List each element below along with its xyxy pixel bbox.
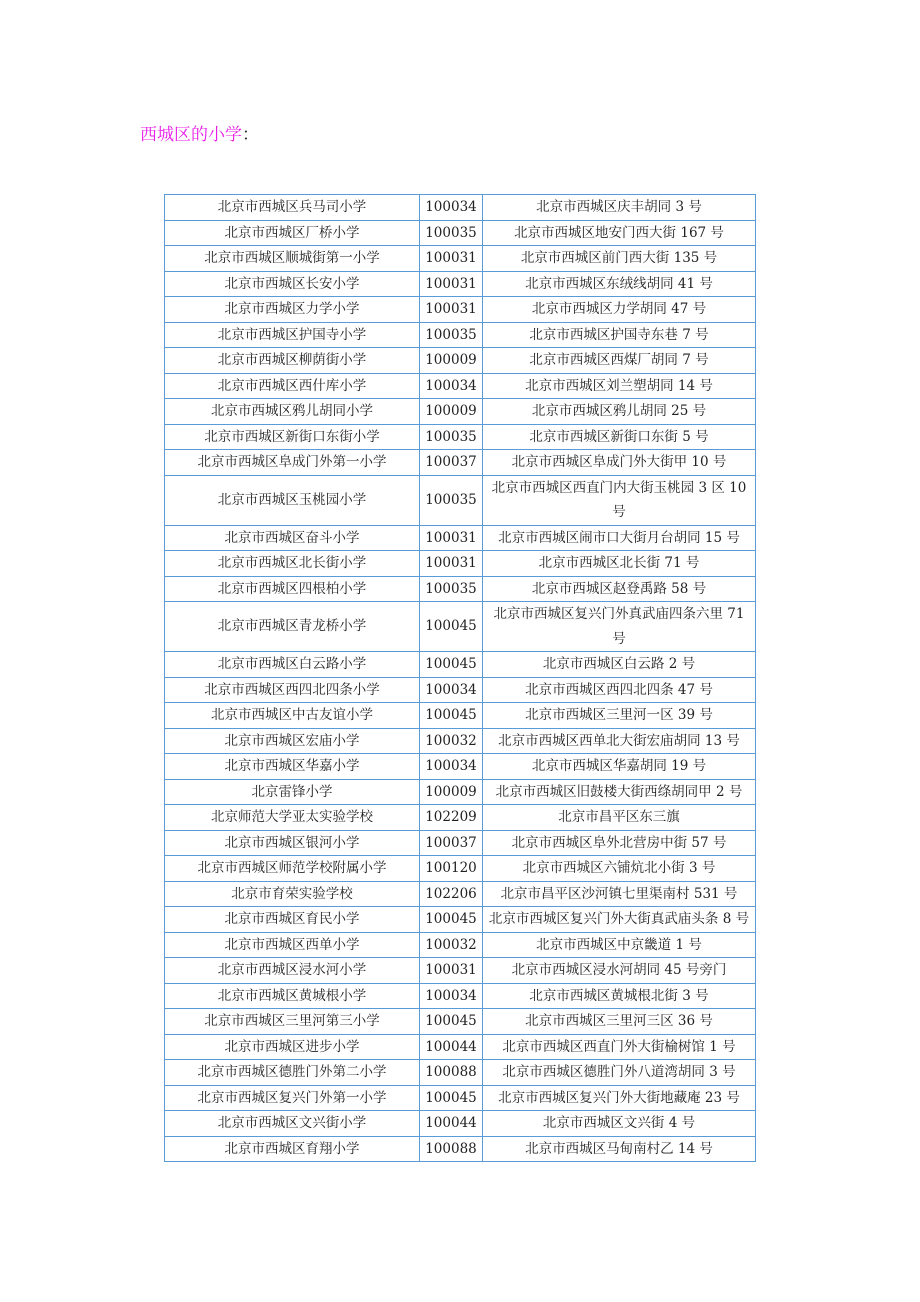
address-cell: 北京市西城区阜外北营房中街 57 号 xyxy=(483,830,756,856)
school-name-cell: 北京市西城区北长街小学 xyxy=(165,551,420,577)
table-row xyxy=(165,297,756,323)
table-row xyxy=(165,677,756,703)
school-name-cell: 北京市西城区鸦儿胡同小学 xyxy=(165,399,420,425)
postal-code-cell: 102209 xyxy=(420,805,483,831)
heading-text: 西城区的小学 xyxy=(140,125,242,145)
table-row xyxy=(165,424,756,450)
table-row xyxy=(165,475,756,525)
postal-code-cell: 100035 xyxy=(420,322,483,348)
school-name-cell: 北京师范大学亚太实验学校 xyxy=(165,805,420,831)
table-row xyxy=(165,754,756,780)
section-heading xyxy=(140,120,259,145)
postal-code-cell: 100034 xyxy=(420,754,483,780)
table-row xyxy=(165,348,756,374)
school-name-cell: 北京市西城区黄城根小学 xyxy=(165,983,420,1009)
address-cell: 北京市西城区复兴门外大街地藏庵 23 号 xyxy=(483,1085,756,1111)
postal-code-cell: 100031 xyxy=(420,958,483,984)
school-name-cell: 北京市西城区护国寺小学 xyxy=(165,322,420,348)
school-name-cell: 北京市西城区奋斗小学 xyxy=(165,525,420,551)
school-name-cell: 北京市西城区华嘉小学 xyxy=(165,754,420,780)
school-name-cell: 北京市西城区厂桥小学 xyxy=(165,220,420,246)
table-row xyxy=(165,805,756,831)
address-cell: 北京市西城区庆丰胡同 3 号 xyxy=(483,195,756,221)
address-cell: 北京市西城区西直门外大街榆树馆 1 号 xyxy=(483,1034,756,1060)
school-name-cell: 北京市西城区银河小学 xyxy=(165,830,420,856)
school-name-cell: 北京市西城区德胜门外第二小学 xyxy=(165,1060,420,1086)
table-row xyxy=(165,728,756,754)
address-cell: 北京市西城区力学胡同 47 号 xyxy=(483,297,756,323)
school-name-cell: 北京市西城区阜成门外第一小学 xyxy=(165,450,420,476)
postal-code-cell: 100044 xyxy=(420,1111,483,1137)
address-cell: 北京市西城区六铺炕北小街 3 号 xyxy=(483,856,756,882)
address-cell: 北京市西城区旧鼓楼大街西绦胡同甲 2 号 xyxy=(483,779,756,805)
address-cell: 北京市西城区北长街 71 号 xyxy=(483,551,756,577)
address-cell: 北京市西城区西单北大街宏庙胡同 13 号 xyxy=(483,728,756,754)
school-name-cell: 北京市西城区文兴街小学 xyxy=(165,1111,420,1137)
table-row xyxy=(165,1060,756,1086)
address-cell: 北京市西城区西直门内大街玉桃园 3 区 10 号 xyxy=(483,475,756,525)
address-cell: 北京市西城区阜成门外大街甲 10 号 xyxy=(483,450,756,476)
table-row xyxy=(165,246,756,272)
school-name-cell: 北京市西城区四根柏小学 xyxy=(165,576,420,602)
address-cell: 北京市西城区鸦儿胡同 25 号 xyxy=(483,399,756,425)
table-row xyxy=(165,1111,756,1137)
table-row xyxy=(165,1034,756,1060)
table-row xyxy=(165,399,756,425)
table-row xyxy=(165,551,756,577)
school-name-cell: 北京市西城区青龙桥小学 xyxy=(165,602,420,652)
school-name-cell: 北京市西城区复兴门外第一小学 xyxy=(165,1085,420,1111)
address-cell: 北京市西城区西四北四条 47 号 xyxy=(483,677,756,703)
school-name-cell: 北京市西城区力学小学 xyxy=(165,297,420,323)
table-row xyxy=(165,779,756,805)
school-name-cell: 北京市西城区浸水河小学 xyxy=(165,958,420,984)
postal-code-cell: 100031 xyxy=(420,525,483,551)
postal-code-cell: 100009 xyxy=(420,399,483,425)
address-cell: 北京市西城区中京畿道 1 号 xyxy=(483,932,756,958)
postal-code-cell: 100034 xyxy=(420,195,483,221)
table-row xyxy=(165,1085,756,1111)
school-name-cell: 北京市西城区三里河第三小学 xyxy=(165,1009,420,1035)
table-row xyxy=(165,602,756,652)
postal-code-cell: 100031 xyxy=(420,271,483,297)
table-row xyxy=(165,1136,756,1162)
address-cell: 北京市西城区华嘉胡同 19 号 xyxy=(483,754,756,780)
school-name-cell: 北京市西城区宏庙小学 xyxy=(165,728,420,754)
address-cell: 北京市西城区前门西大街 135 号 xyxy=(483,246,756,272)
postal-code-cell: 100044 xyxy=(420,1034,483,1060)
table-row xyxy=(165,830,756,856)
table-row xyxy=(165,958,756,984)
school-name-cell: 北京市西城区玉桃园小学 xyxy=(165,475,420,525)
school-name-cell: 北京市西城区西四北四条小学 xyxy=(165,677,420,703)
postal-code-cell: 100045 xyxy=(420,1009,483,1035)
school-name-cell: 北京市西城区育翔小学 xyxy=(165,1136,420,1162)
table-row xyxy=(165,576,756,602)
table-row xyxy=(165,703,756,729)
school-name-cell: 北京市西城区长安小学 xyxy=(165,271,420,297)
postal-code-cell: 100009 xyxy=(420,779,483,805)
table-row xyxy=(165,881,756,907)
postal-code-cell: 100035 xyxy=(420,576,483,602)
address-cell: 北京市西城区黄城根北街 3 号 xyxy=(483,983,756,1009)
table-row xyxy=(165,1009,756,1035)
address-cell: 北京市西城区闹市口大街月台胡同 15 号 xyxy=(483,525,756,551)
postal-code-cell: 100045 xyxy=(420,1085,483,1111)
postal-code-cell: 100037 xyxy=(420,830,483,856)
table-row xyxy=(165,322,756,348)
postal-code-cell: 100009 xyxy=(420,348,483,374)
postal-code-cell: 102206 xyxy=(420,881,483,907)
postal-code-cell: 100031 xyxy=(420,246,483,272)
school-name-cell: 北京市西城区兵马司小学 xyxy=(165,195,420,221)
postal-code-cell: 100045 xyxy=(420,602,483,652)
table-row xyxy=(165,271,756,297)
school-name-cell: 北京市西城区西单小学 xyxy=(165,932,420,958)
postal-code-cell: 100088 xyxy=(420,1060,483,1086)
postal-code-cell: 100035 xyxy=(420,424,483,450)
table-row xyxy=(165,525,756,551)
address-cell: 北京市西城区德胜门外八道湾胡同 3 号 xyxy=(483,1060,756,1086)
postal-code-cell: 100037 xyxy=(420,450,483,476)
heading-colon: ： xyxy=(242,125,259,145)
postal-code-cell: 100031 xyxy=(420,297,483,323)
school-name-cell: 北京市育荣实验学校 xyxy=(165,881,420,907)
address-cell: 北京市西城区护国寺东巷 7 号 xyxy=(483,322,756,348)
postal-code-cell: 100034 xyxy=(420,677,483,703)
postal-code-cell: 100120 xyxy=(420,856,483,882)
postal-code-cell: 100031 xyxy=(420,551,483,577)
table-row xyxy=(165,983,756,1009)
address-cell: 北京市西城区赵登禹路 58 号 xyxy=(483,576,756,602)
postal-code-cell: 100045 xyxy=(420,652,483,678)
address-cell: 北京市西城区复兴门外大街真武庙头条 8 号 xyxy=(483,907,756,933)
school-name-cell: 北京市西城区师范学校附属小学 xyxy=(165,856,420,882)
postal-code-cell: 100032 xyxy=(420,728,483,754)
school-name-cell: 北京市西城区新街口东街小学 xyxy=(165,424,420,450)
school-name-cell: 北京市西城区白云路小学 xyxy=(165,652,420,678)
address-cell: 北京市西城区新街口东街 5 号 xyxy=(483,424,756,450)
table-row xyxy=(165,907,756,933)
table-row xyxy=(165,373,756,399)
postal-code-cell: 100045 xyxy=(420,703,483,729)
address-cell: 北京市西城区浸水河胡同 45 号旁门 xyxy=(483,958,756,984)
table-row xyxy=(165,932,756,958)
school-name-cell: 北京市西城区中古友谊小学 xyxy=(165,703,420,729)
school-name-cell: 北京市西城区柳荫街小学 xyxy=(165,348,420,374)
postal-code-cell: 100045 xyxy=(420,907,483,933)
postal-code-cell: 100034 xyxy=(420,983,483,1009)
address-cell: 北京市西城区文兴街 4 号 xyxy=(483,1111,756,1137)
school-name-cell: 北京市西城区顺城街第一小学 xyxy=(165,246,420,272)
table-row xyxy=(165,195,756,221)
address-cell: 北京市西城区三里河一区 39 号 xyxy=(483,703,756,729)
school-name-cell: 北京市西城区西什库小学 xyxy=(165,373,420,399)
address-cell: 北京市西城区地安门西大街 167 号 xyxy=(483,220,756,246)
address-cell: 北京市昌平区东三旗 xyxy=(483,805,756,831)
postal-code-cell: 100035 xyxy=(420,220,483,246)
address-cell: 北京市西城区马甸南村乙 14 号 xyxy=(483,1136,756,1162)
address-cell: 北京市西城区西煤厂胡同 7 号 xyxy=(483,348,756,374)
school-table xyxy=(164,194,756,1162)
table-row xyxy=(165,450,756,476)
address-cell: 北京市西城区刘兰塑胡同 14 号 xyxy=(483,373,756,399)
postal-code-cell: 100088 xyxy=(420,1136,483,1162)
school-name-cell: 北京市西城区育民小学 xyxy=(165,907,420,933)
table-row xyxy=(165,220,756,246)
table-row xyxy=(165,856,756,882)
postal-code-cell: 100035 xyxy=(420,475,483,525)
table-row xyxy=(165,652,756,678)
address-cell: 北京市昌平区沙河镇七里渠南村 531 号 xyxy=(483,881,756,907)
address-cell: 北京市西城区白云路 2 号 xyxy=(483,652,756,678)
postal-code-cell: 100032 xyxy=(420,932,483,958)
postal-code-cell: 100034 xyxy=(420,373,483,399)
address-cell: 北京市西城区三里河三区 36 号 xyxy=(483,1009,756,1035)
address-cell: 北京市西城区复兴门外真武庙四条六里 71 号 xyxy=(483,602,756,652)
address-cell: 北京市西城区东绒线胡同 41 号 xyxy=(483,271,756,297)
school-name-cell: 北京市西城区进步小学 xyxy=(165,1034,420,1060)
school-name-cell: 北京雷锋小学 xyxy=(165,779,420,805)
